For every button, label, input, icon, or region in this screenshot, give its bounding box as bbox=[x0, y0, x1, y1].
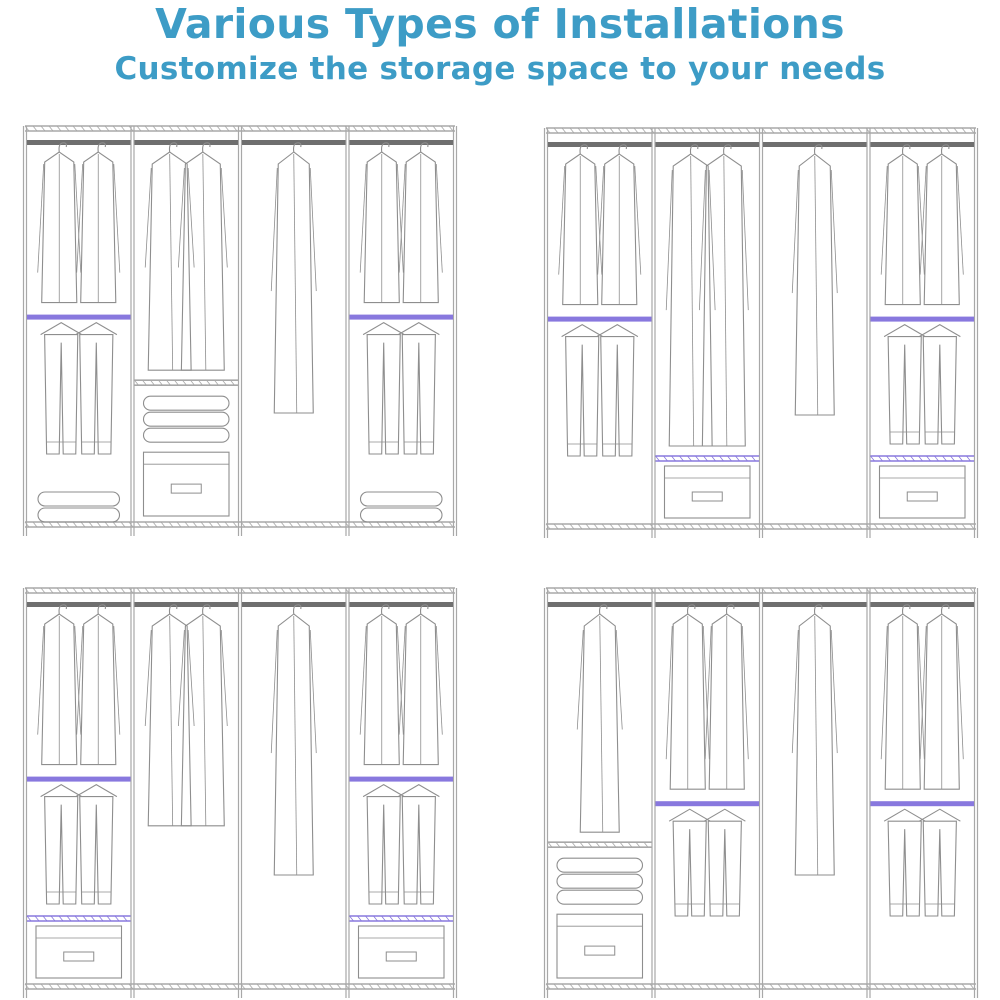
coat bbox=[795, 154, 834, 415]
section bbox=[656, 602, 760, 916]
coat-opening bbox=[203, 154, 206, 370]
pants-hanger bbox=[363, 785, 404, 797]
folded-towel bbox=[557, 890, 643, 904]
pants bbox=[888, 821, 921, 916]
pants-hanger bbox=[363, 323, 404, 335]
drawer-handle bbox=[585, 946, 615, 955]
pants bbox=[80, 335, 113, 454]
coat-opening bbox=[815, 156, 818, 415]
pants bbox=[673, 821, 706, 916]
pants-hanger bbox=[398, 785, 439, 797]
drawer-handle bbox=[692, 492, 722, 501]
hanging-rod bbox=[871, 142, 975, 147]
pants bbox=[923, 821, 956, 916]
pants-hanger bbox=[919, 325, 960, 337]
folded-towel bbox=[144, 396, 230, 410]
folded-towel bbox=[38, 492, 120, 506]
section bbox=[350, 602, 454, 978]
section bbox=[242, 602, 346, 875]
hanging-rod bbox=[27, 602, 131, 607]
coat-opening bbox=[294, 616, 297, 875]
accent-hanging-rod bbox=[871, 801, 975, 806]
coat-opening bbox=[203, 616, 206, 826]
hanging-rod bbox=[656, 602, 760, 607]
page-title: Various Types of Installations bbox=[155, 0, 845, 48]
page-subtitle: Customize the storage space to your needs bbox=[114, 51, 886, 87]
hanging-rod bbox=[656, 142, 760, 147]
hanging-rod bbox=[548, 142, 652, 147]
section bbox=[27, 140, 131, 522]
pants bbox=[45, 335, 78, 454]
section bbox=[548, 142, 652, 456]
accent-hanging-rod bbox=[27, 777, 131, 782]
pants bbox=[888, 337, 921, 444]
section bbox=[135, 602, 239, 826]
hanging-rod bbox=[350, 602, 454, 607]
pants bbox=[923, 337, 956, 444]
hanging-rod bbox=[135, 140, 239, 145]
accent-hanging-rod bbox=[548, 317, 652, 322]
hanging-rod bbox=[871, 602, 975, 607]
hanging-rod bbox=[548, 602, 652, 607]
pants bbox=[708, 821, 741, 916]
section bbox=[871, 142, 975, 518]
pants-hanger bbox=[76, 785, 117, 797]
pants-hanger bbox=[669, 809, 710, 821]
section bbox=[763, 142, 867, 415]
pants bbox=[367, 797, 400, 904]
folded-towel bbox=[361, 492, 443, 506]
hanging-rod bbox=[27, 140, 131, 145]
drawer-handle bbox=[386, 952, 416, 961]
coat-opening bbox=[724, 156, 727, 446]
section bbox=[27, 602, 131, 978]
folded-towel bbox=[144, 412, 230, 426]
accent-hanging-rod bbox=[27, 315, 131, 320]
section bbox=[871, 602, 975, 916]
pants bbox=[402, 797, 435, 904]
section bbox=[656, 142, 760, 518]
folded-towel bbox=[557, 858, 643, 872]
folded-towel bbox=[38, 508, 120, 522]
accent-hanging-rod bbox=[350, 777, 454, 782]
hanging-rod bbox=[135, 602, 239, 607]
coat bbox=[580, 614, 619, 832]
coat-opening bbox=[294, 154, 297, 413]
section bbox=[242, 140, 346, 413]
pants-hanger bbox=[597, 325, 638, 337]
pants bbox=[402, 335, 435, 454]
section bbox=[350, 140, 454, 522]
hanging-rod bbox=[242, 140, 346, 145]
section bbox=[135, 140, 239, 516]
drawer-handle bbox=[907, 492, 937, 501]
pants-hanger bbox=[884, 809, 925, 821]
section bbox=[548, 602, 652, 978]
coat-opening bbox=[170, 154, 173, 370]
configuration-1 bbox=[24, 126, 457, 536]
hanging-rod bbox=[763, 142, 867, 147]
coat-opening bbox=[691, 156, 694, 446]
pants-hanger bbox=[41, 785, 82, 797]
pants-hanger bbox=[41, 323, 82, 335]
folded-towel bbox=[557, 874, 643, 888]
hanging-rod bbox=[242, 602, 346, 607]
coat-opening bbox=[815, 616, 818, 875]
pants bbox=[80, 797, 113, 904]
pants bbox=[45, 797, 78, 904]
configuration-3 bbox=[24, 588, 457, 998]
pants-hanger bbox=[704, 809, 745, 821]
hanging-rod bbox=[350, 140, 454, 145]
pants-hanger bbox=[919, 809, 960, 821]
section bbox=[763, 602, 867, 875]
configuration-2 bbox=[545, 128, 978, 538]
coat bbox=[274, 152, 313, 413]
pants bbox=[367, 335, 400, 454]
coat bbox=[274, 614, 313, 875]
accent-hanging-rod bbox=[656, 801, 760, 806]
configuration-4 bbox=[545, 588, 978, 998]
folded-towel bbox=[361, 508, 443, 522]
coat bbox=[795, 614, 834, 875]
pants bbox=[601, 337, 634, 456]
pants-hanger bbox=[76, 323, 117, 335]
pants bbox=[566, 337, 599, 456]
pants-hanger bbox=[398, 323, 439, 335]
hanging-rod bbox=[763, 602, 867, 607]
coat-opening bbox=[600, 616, 603, 832]
pants-hanger bbox=[884, 325, 925, 337]
drawer-handle bbox=[171, 484, 201, 493]
drawer-handle bbox=[64, 952, 94, 961]
accent-hanging-rod bbox=[350, 315, 454, 320]
coat-opening bbox=[170, 616, 173, 826]
pants-hanger bbox=[562, 325, 603, 337]
accent-hanging-rod bbox=[871, 317, 975, 322]
folded-towel bbox=[144, 428, 230, 442]
